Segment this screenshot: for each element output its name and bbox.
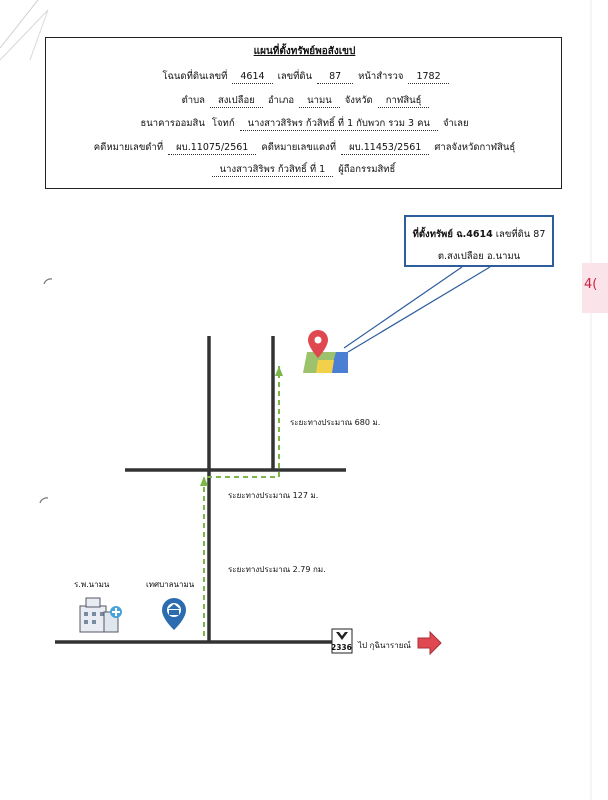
direction-label: ไป กุฉินารายณ์	[358, 641, 411, 650]
hospital-label: ร.พ.นามน	[74, 580, 110, 589]
route-arrow-up-1	[200, 476, 208, 486]
callout-pointer-line-2	[348, 267, 490, 352]
route-arrow-up-2	[275, 366, 283, 376]
survey-page-label: หน้าสำรวจ	[358, 71, 404, 82]
deed-number: 4614	[232, 71, 272, 84]
black-case-label: คดีหมายเลขดำที่	[93, 142, 164, 153]
property-parcel-icon	[303, 352, 348, 373]
property-callout-suffix: เลขที่ดิน 87	[495, 229, 546, 240]
deed-label: โฉนดที่ดินเลขที่	[162, 71, 228, 82]
distance-label-2-79km: ระยะทางประมาณ 2.79 กม.	[228, 565, 326, 574]
road-number-label: 2336	[331, 643, 352, 652]
land-number-label: เลขที่ดิน	[277, 71, 313, 82]
province-label: จังหวัด	[344, 95, 373, 106]
province-value: กาฬสินธุ์	[378, 95, 430, 108]
side-tab-text: 4(	[584, 277, 598, 292]
court-name: ศาลจังหวัดกาฬสินธุ์	[434, 142, 516, 153]
owner-name: นางสาวสิริพร ก้วสิทธิ์ ที่ 1	[212, 164, 334, 177]
defendant-name: นางสาวสิริพร ก้วสิทธิ์ ที่ 1 กับพวก รวม 3 คน	[240, 118, 438, 131]
municipality-label: เทศบาลนามน	[146, 580, 195, 589]
property-callout-deed: 4614	[466, 229, 493, 240]
red-case-number: ผบ.11453/2561	[341, 142, 429, 155]
hospital-icon	[80, 598, 122, 632]
plaintiff-label: โจทก์	[211, 118, 235, 129]
distance-label-680m: ระยะทางประมาณ 680 ม.	[290, 418, 381, 427]
defendant-label: จำเลย	[442, 118, 469, 129]
distance-label-127m: ระยะทางประมาณ 127 ม.	[228, 491, 319, 500]
land-number: 87	[317, 71, 353, 84]
parcel-yellow	[316, 360, 334, 373]
subdistrict-label: ตำบล	[181, 95, 205, 106]
property-callout-line2: ต.สงเปลือย อ.นามน	[437, 251, 521, 262]
owner-label: ผู้ถือกรรมสิทธิ์	[338, 164, 396, 175]
district-label: อำเภอ	[267, 95, 295, 106]
callout-pointer-line-1	[344, 267, 462, 348]
document-title: แผนที่ตั้งทรัพย์พอสังเขป	[253, 46, 356, 57]
district-value: นามน	[299, 95, 340, 108]
red-case-label: คดีหมายเลขแดงที่	[261, 142, 337, 153]
subdistrict-value: สงเปลือย	[210, 95, 263, 108]
black-case-number: ผบ.11075/2561	[168, 142, 256, 155]
property-callout-prefix: ที่ตั้งทรัพย์ ฉ.	[412, 229, 467, 240]
survey-page: 1782	[408, 71, 448, 84]
direction-arrow-icon	[418, 632, 441, 654]
plaintiff-name: ธนาคารออมสิน	[140, 118, 205, 129]
municipality-pin-icon	[162, 598, 186, 630]
